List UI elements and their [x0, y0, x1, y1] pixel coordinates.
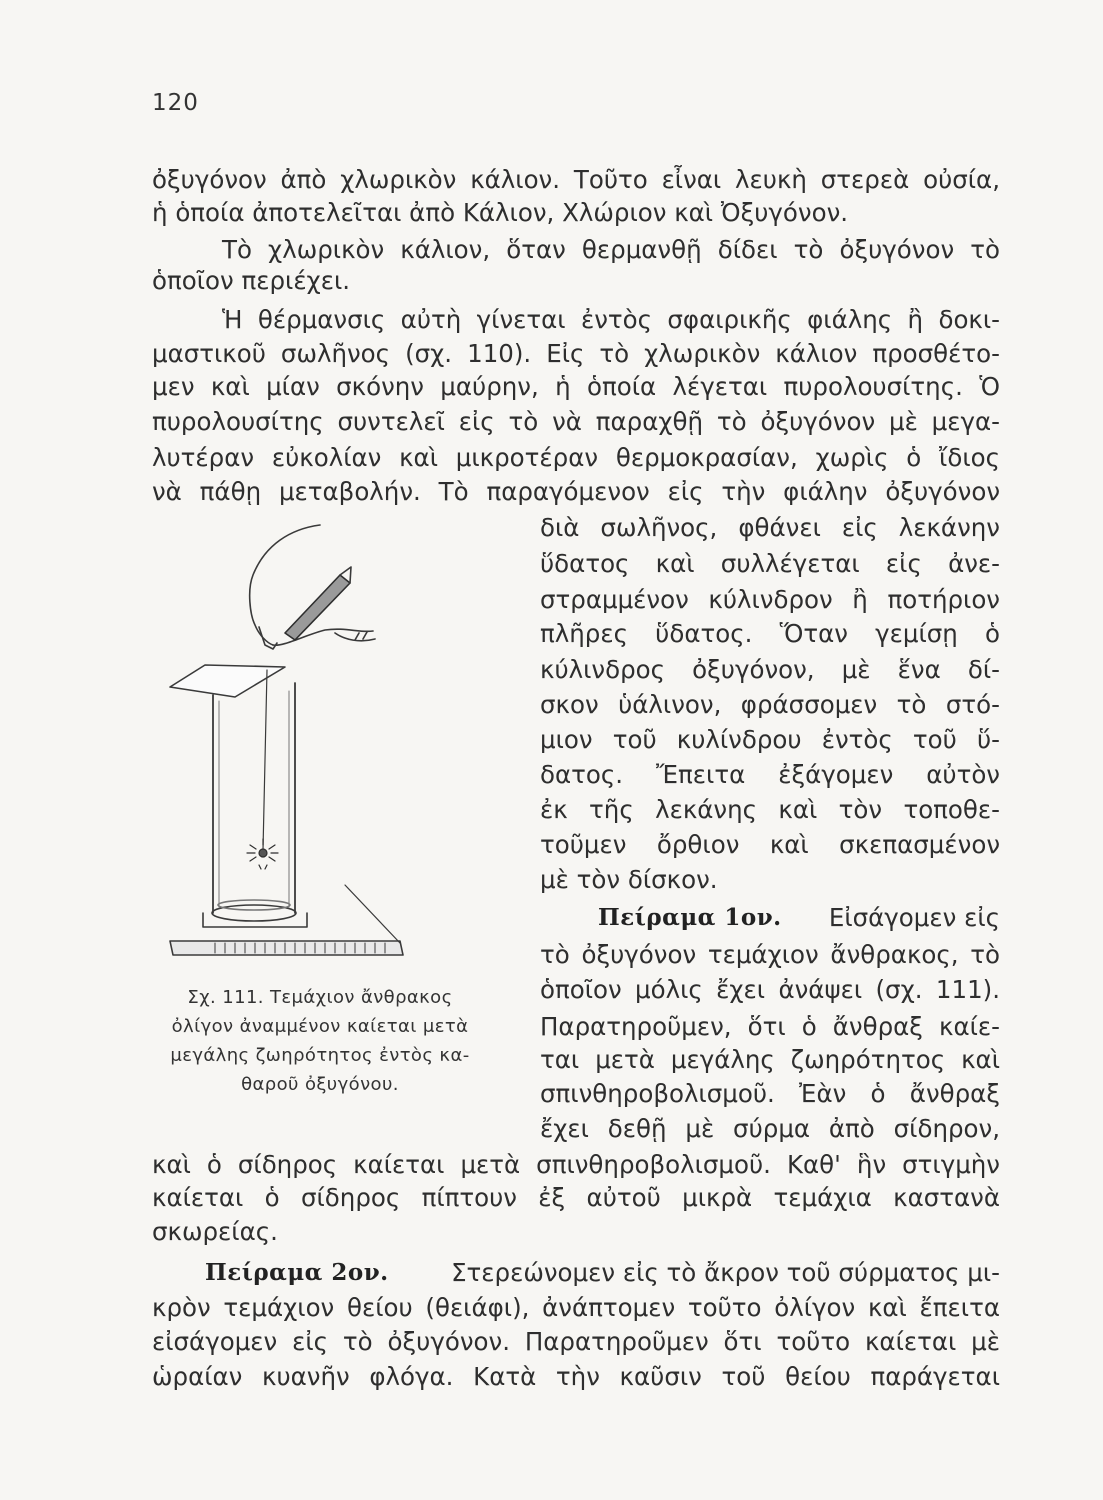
text-line: σκωρείας.	[152, 1217, 278, 1246]
text-line: μαστικοῦ σωλῆνος (σχ. 110). Εἰς τὸ χλωρικὸν κάλιον προσθέτο-	[152, 339, 1000, 368]
experiment-1-heading-line	[598, 903, 1000, 933]
caption-line: ὀλίγον ἀναμμένον καίεται μετὰ	[171, 1016, 469, 1037]
text-line: σκον ὑάλινον, φράσσομεν τὸ στό-	[540, 690, 1000, 719]
text-line: Παρατηροῦμεν, ὅτι ὁ ἄνθραξ καίε-	[540, 1012, 1000, 1041]
text-line: ὕδατος καὶ συλλέγεται εἰς ἀνε-	[540, 549, 1000, 578]
hand-outline	[250, 525, 320, 645]
text-line: εἰσάγομεν εἰς τὸ ὀξυγόνον. Παρατηροῦμεν ὅτι τοῦτο καίεται μὲ	[152, 1327, 1000, 1356]
text-line: ται μετὰ μεγάλης ζωηρότητος καὶ	[540, 1045, 1000, 1074]
text-line: Τὸ χλωρικὸν κάλιον, ὅταν θερμανθῇ δίδει τὸ ὀξυγόνον τὸ	[222, 235, 1000, 264]
text-line: ὡραίαν κυανῆν φλόγα. Κατὰ τὴν καῦσιν τοῦ θείου παράγεται	[152, 1362, 1000, 1391]
caption-line: μεγάλης ζωηρότητος ἐντὸς κα-	[170, 1045, 470, 1066]
text-line: στραμμένον κύλινδρον ἢ ποτήριον	[540, 585, 1000, 614]
caption-line: Σχ. 111. Τεμάχιον ἄνθρακος	[187, 987, 453, 1008]
page-number: 120	[152, 90, 199, 116]
text-line: σπινθηροβολισμοῦ. Ἐὰν ὁ ἄνθραξ	[540, 1079, 1000, 1108]
text-line: κρὸν τεμάχιον θείου (θειάφι), ἀνάπτομεν τοῦτο ὀλίγον καὶ ἔπειτα	[152, 1293, 1000, 1322]
text-line: τοῦμεν ὄρθιον καὶ σκεπασμένον	[540, 830, 1000, 859]
experiment-1-title: Πείραμα 1ον.	[598, 904, 782, 931]
table-slab	[170, 941, 403, 955]
glass-cylinder	[213, 683, 295, 913]
text-line: δατος. Ἔπειτα ἐξάγομεν αὐτὸν	[540, 760, 1000, 789]
iron-wire	[263, 670, 267, 850]
text-line: πυρολουσίτης συντελεῖ εἰς τὸ νὰ παραχθῇ τὸ ὀξυγόνον μὲ μεγα-	[152, 407, 1000, 436]
pencil	[285, 575, 350, 640]
text-line: ἔχει δεθῇ μὲ σύρμα ἀπὸ σίδηρον,	[540, 1114, 1000, 1143]
figure-111-illustration	[155, 515, 410, 965]
text-line: καὶ ὁ σίδηρος καίεται μετὰ σπινθηροβολισμοῦ. Καθ' ἣν στιγμὴν	[152, 1150, 1000, 1179]
text-line: ἡ ὁποία ἀποτελεῖται ἀπὸ Κάλιον, Χλώριον καὶ Ὀξυγόνον.	[152, 198, 849, 227]
burning-charcoal	[247, 839, 278, 869]
text-line: μιον τοῦ κυλίνδρου ἐντὸς τοῦ ὕ-	[540, 725, 1000, 754]
text-line: καίεται ὁ σίδηρος πίπτουν ἐξ αὐτοῦ μικρὰ τεμάχια καστανὰ	[152, 1183, 1000, 1212]
text-line: Ἡ θέρμανσις αὐτὴ γίνεται ἐντὸς σφαιρικῆς φιάλης ἢ δοκι-	[222, 305, 1000, 334]
text-line: ἐκ τῆς λεκάνης καὶ τὸν τοποθε-	[540, 795, 1000, 824]
text-line: πλῆρες ὕδατος. Ὅταν γεμίσῃ ὁ	[540, 619, 1000, 648]
experiment-1-first-line: Εἰσάγομεν εἰς	[828, 903, 1000, 932]
experiment-2-first-line: Στερεώνομεν εἰς τὸ ἄκρον τοῦ σύρματος μι-	[451, 1258, 1000, 1287]
text-line: ὁποῖον μόλις ἔχει ἀνάψει (σχ. 111).	[540, 975, 1000, 1004]
text-line: διὰ σωλῆνος, φθάνει εἰς λεκάνην	[540, 513, 1000, 542]
experiment-2-heading-line	[205, 1258, 1000, 1288]
text-line: ὀξυγόνον ἀπὸ χλωρικὸν κάλιον. Τοῦτο εἶναι λευκὴ στερεὰ οὐσία,	[152, 165, 1000, 194]
text-line: νὰ πάθῃ μεταβολήν. Τὸ παραγόμενον εἰς τὴν φιάλην ὀξυγόνον	[152, 477, 1000, 506]
caption-line: θαροῦ ὀξυγόνου.	[241, 1074, 399, 1095]
experiment-2-title: Πείραμα 2ον.	[205, 1259, 389, 1286]
text-line: μὲ τὸν δίσκον.	[540, 865, 718, 894]
text-line: μεν καὶ μίαν σκόνην μαύρην, ἡ ὁποία λέγεται πυρολουσίτης. Ὁ	[152, 372, 1000, 401]
text-line: λυτέραν εὐκολίαν καὶ μικροτέραν θερμοκρασίαν, χωρὶς ὁ ἴδιος	[152, 443, 1000, 472]
text-line: ὁποῖον περιέχει.	[152, 266, 351, 295]
text-line: τὸ ὀξυγόνον τεμάχιον ἄνθρακος, τὸ	[540, 940, 1000, 969]
glass-disc	[170, 665, 285, 697]
text-line: κύλινδρος ὀξυγόνον, μὲ ἕνα δί-	[540, 655, 1000, 684]
